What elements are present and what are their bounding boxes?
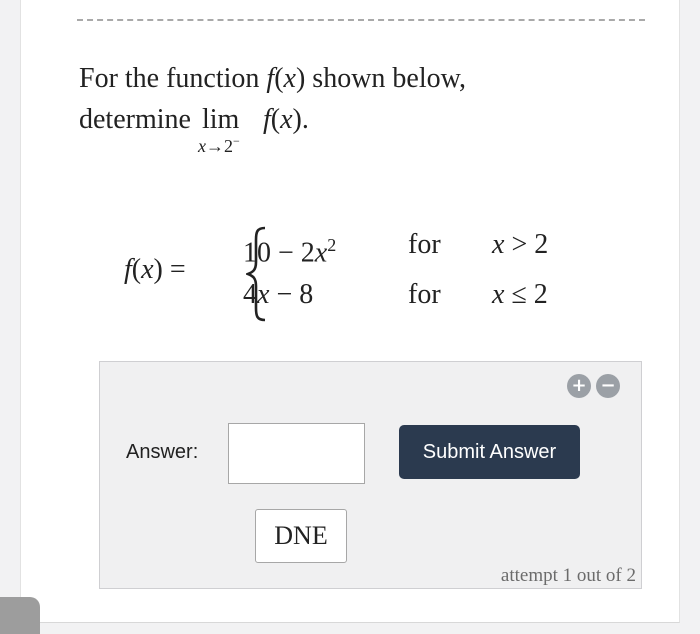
pw-variable: x [141, 254, 154, 285]
answer-label: Answer: [126, 441, 199, 463]
pw-row2-cond-var: x [492, 279, 505, 310]
question-card [20, 0, 680, 623]
pw-row2-expr-tail: − 8 [269, 279, 314, 310]
pw-row2-expr-main: 4 [243, 279, 257, 310]
question-line1-suffix: shown below, [305, 63, 467, 94]
pw-row2-for: for [408, 279, 441, 310]
lim-word: lim [201, 104, 240, 135]
pw-row1-condition [492, 228, 548, 262]
pw-row1-expr-main: 10 − 2 [243, 237, 315, 269]
pw-equals: ) = [153, 254, 186, 285]
pw-row1-cond-rest: > 2 [504, 229, 549, 260]
pw-row1-expr-var: x [314, 237, 328, 269]
limit-expression [197, 99, 256, 156]
pw-row1-expression [243, 228, 336, 270]
limit-suffix: ). [292, 104, 309, 135]
pw-row2-expr-var: x [257, 279, 270, 310]
pw-function-name: f [124, 254, 132, 285]
pw-row2-condition [492, 278, 548, 312]
lim-subscript [198, 131, 240, 156]
attempt-counter: attempt 1 out of 2 [500, 565, 636, 586]
limit-function-name: f [255, 104, 271, 135]
pw-row2-expression [243, 278, 313, 312]
dashed-divider [77, 19, 645, 21]
answer-panel [99, 361, 642, 589]
function-name: f [266, 63, 275, 94]
function-variable: x [283, 63, 296, 94]
paren-close: ) [295, 63, 306, 94]
plus-icon[interactable]: + [567, 374, 591, 398]
question-line-1 [79, 58, 466, 99]
pw-row1-exponent: 2 [327, 235, 337, 255]
pw-row1-cond-var: x [492, 229, 505, 260]
lim-sub-arrow: →2 [205, 136, 233, 156]
pw-row1-for: for [408, 229, 441, 260]
limit-paren-open: ( [270, 104, 281, 135]
piecewise-lhs [124, 253, 186, 287]
minus-icon[interactable]: − [596, 374, 620, 398]
pw-row2-cond-rest: ≤ 2 [504, 279, 548, 310]
limit-function-variable: x [280, 104, 293, 135]
lim-sub-sign: − [232, 134, 240, 148]
answer-input[interactable] [228, 423, 365, 484]
lim-sub-variable: x [197, 136, 206, 156]
question-line-2 [79, 99, 466, 156]
question-text [79, 58, 467, 156]
corner-tab [0, 597, 40, 634]
dne-button[interactable]: DNE [255, 509, 347, 563]
question-line1-prefix: For the function [79, 63, 267, 94]
paren-open: ( [274, 63, 284, 94]
pw-paren-open: ( [131, 254, 142, 285]
question-line2-prefix: determine [79, 104, 198, 135]
submit-answer-button[interactable]: Submit Answer [399, 425, 580, 479]
